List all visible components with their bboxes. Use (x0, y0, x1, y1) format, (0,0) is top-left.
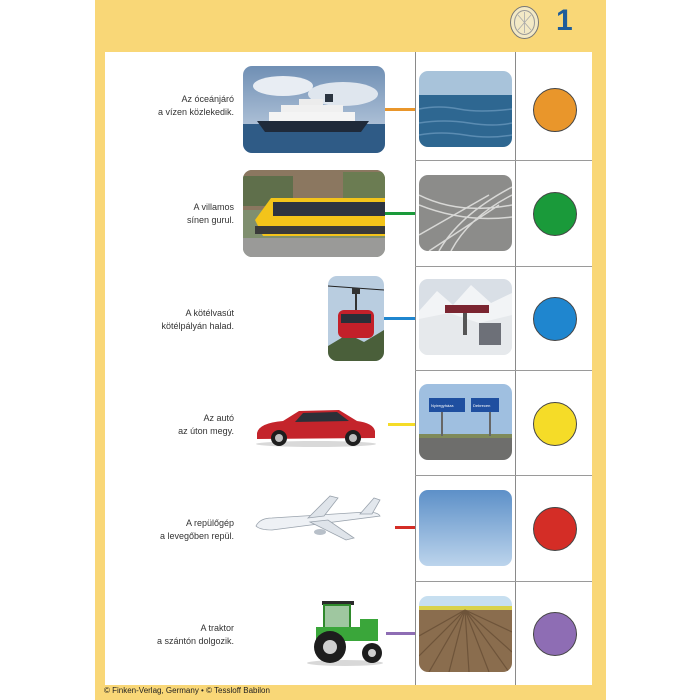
tram-photo[interactable] (243, 170, 385, 257)
highway-photo[interactable] (419, 384, 512, 460)
color-dot[interactable] (533, 297, 577, 341)
row-caption: A traktor a szántón dolgozik. (156, 623, 234, 646)
row-caption: A villamos sínen gurul. (186, 202, 234, 225)
color-dot[interactable] (533, 192, 577, 236)
row-divider (415, 581, 592, 582)
connector-line (385, 108, 415, 111)
row-caption: Az autó az úton megy. (178, 413, 234, 436)
connector-line (388, 423, 415, 426)
connector-line (385, 212, 415, 215)
column-divider (415, 52, 416, 685)
row-divider (415, 475, 592, 476)
road-sign-right-text: Debrecen (473, 403, 491, 408)
ocean-liner-photo[interactable] (243, 66, 385, 153)
column-divider (515, 52, 516, 685)
color-dot[interactable] (533, 612, 577, 656)
road-sign-left-text: Nyíregyháza (431, 403, 454, 408)
row-divider (415, 266, 592, 267)
connector-line (386, 632, 415, 635)
plowed-field-photo[interactable] (419, 596, 512, 672)
row-divider (415, 370, 592, 371)
mountain-cable-station-photo[interactable] (419, 279, 512, 355)
airplane-photo[interactable] (250, 492, 384, 544)
copyright-footer: © Finken-Verlag, Germany • © Tessloff Babilon (104, 686, 270, 695)
sea-photo[interactable] (419, 71, 512, 147)
coin-icon (509, 5, 540, 40)
row-divider (415, 160, 592, 161)
color-dot[interactable] (533, 402, 577, 446)
connector-line (384, 317, 415, 320)
row-caption: A repülőgép a levegőben repül. (159, 518, 234, 541)
page-number: 1 (556, 4, 573, 37)
color-dot[interactable] (533, 88, 577, 132)
sky-photo[interactable] (419, 490, 512, 566)
tram-tracks-photo[interactable] (419, 175, 512, 251)
connector-line (395, 526, 415, 529)
row-caption: Az óceánjáró a vízen közlekedik. (157, 94, 234, 117)
tractor-photo[interactable] (304, 597, 386, 667)
red-car-photo[interactable] (253, 405, 379, 447)
cable-car-photo[interactable] (328, 276, 384, 361)
row-caption: A kötélvasút kötélpályán halad. (161, 308, 234, 331)
color-dot[interactable] (533, 507, 577, 551)
